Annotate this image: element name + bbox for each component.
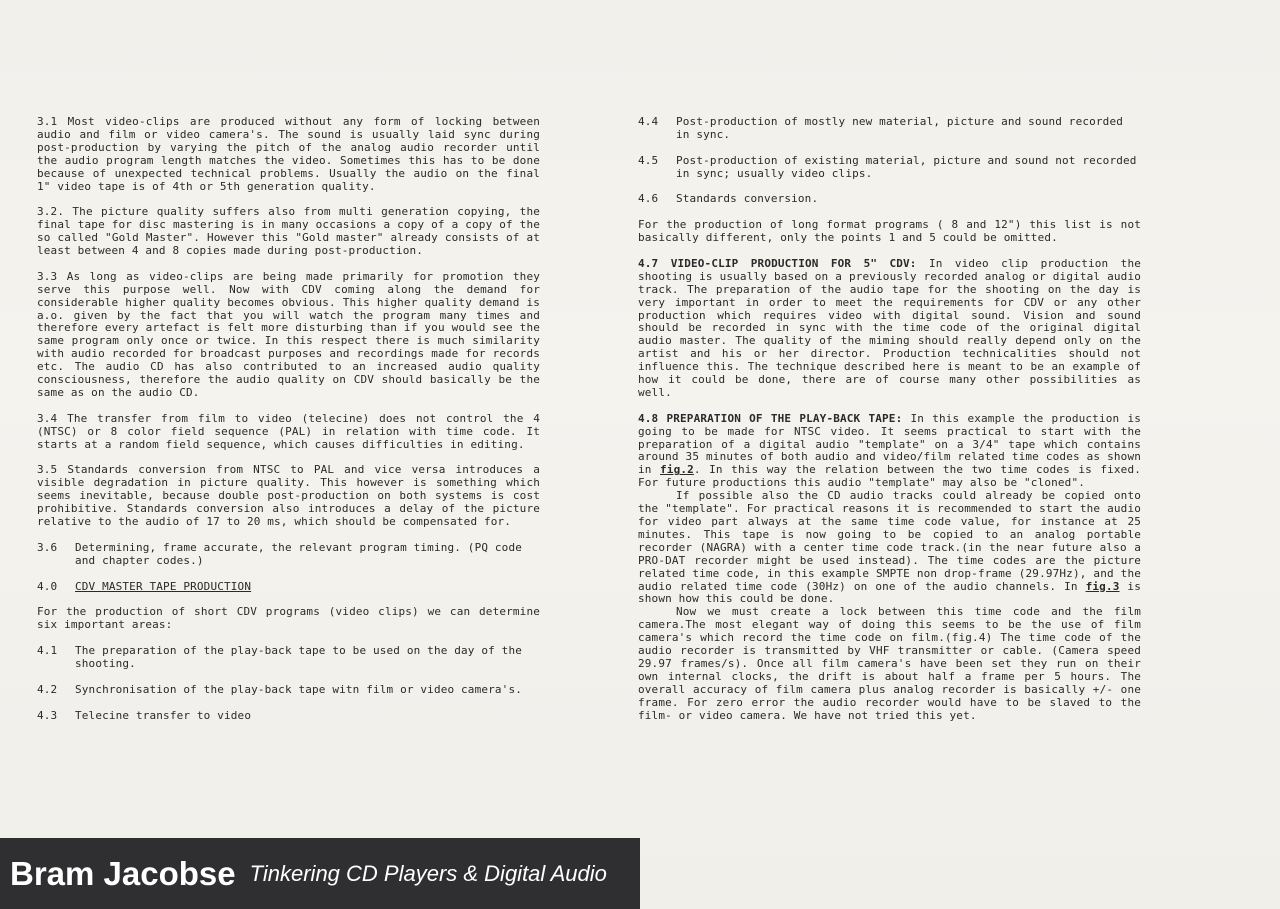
intro-4-0: For the production of short CDV programs (video clips) we can determine six important areas: [37, 605, 540, 632]
section-4-5 [638, 155, 1141, 181]
item-text: Determining, frame accurate, the relevant program timing. (PQ code and chapter codes.) [75, 540, 522, 567]
section-4-2 [37, 684, 540, 697]
section-4-8-heading: 4.8 PREPARATION OF THE PLAY-BACK TAPE: [638, 411, 903, 425]
section-4-8-text-d: is shown how this could be done. [638, 579, 1141, 606]
item-number: 4.4 [638, 115, 659, 128]
item-text: Post-production of existing material, picture and sound not recorded in sync; usually video clips. [676, 153, 1137, 180]
item-text: Synchronisation of the play-back tape witn film or video camera's. [75, 682, 522, 696]
section-4-4 [638, 116, 1141, 142]
section-4-8-para-3: Now we must create a lock between this time code and the film camera.The most elegant way of doing this seems to be the use of film camera's which record the time code on film.(fig.4) The time code of the audio recorder is transmitted by VHF transmitter or cable. (Camera speed 29.97 frames/s). Once all film camera's have been set they run on their own internal clocks, the drift is about half a frame per 5 hours. The overall accuracy of film camera plus analog recorder is basically +/- one frame. For zero error the audio recorder would have to be slaved to the film- or video camera. We have not tried this yet. [638, 605, 1141, 722]
author-name: Bram Jacobse [10, 854, 236, 892]
heading-4-0 [37, 581, 540, 594]
item-text: The preparation of the play-back tape to be used on the day of the shooting. [75, 644, 522, 670]
item-number: 4.3 [37, 708, 58, 722]
section-4-8 [638, 413, 1141, 490]
section-4-8-text-c: If possible also the CD audio tracks could already be copied onto the "template". For practical reasons it is recommended to start the audio for video part always at the same time code value, for instance at 25 minutes. This tape is now going to be copied to an analog portable recorder (NAGRA) with a center time code track.(in the near future also a PRO-DAT recorder might be used instead). The time codes are the picture related time code, in this example SMPTE non drop-frame (29.97Hz), and the audio related time code (30Hz) on one of the audio channels. In [638, 489, 1141, 593]
section-4-7-text: In video clip production the shooting is usually based on a previously recorded analog or digital audio track. The preparation of the audio tape for the shooting on the day is very important in order to meet the requirements for CDV or any other production which requires video with digital sound. Vision and sound should be recorded in sync with the time code of the original digital audio master. The quality of the miming should really depend only on the artist and his or her director. Production technicalities should not influence this. The technique described here is meant to be an example of how it could be done, there are of course many other possibilities as well. [638, 256, 1141, 399]
item-text: Post-production of mostly new material, picture and sound recorded in sync. [676, 115, 1123, 141]
section-3-3: 3.3 As long as video-clips are being made primarily for promotion they serve this purpose well. Now with CDV coming along the demand for considerable higher quality becomes obvious. This higher quality demand is a.o. given by the fact that you will watch the program many times and therefore every artefact is felt more disturbing than if you would see the same program only once or twice. In this respect there is much similarity with audio recorded for broadcast purposes and recordings made for records etc. The audio CD has also contributed to an increased audio quality consciousness, therefore the audio quality on CDV should basically be the same as on the audio CD. [37, 269, 540, 399]
section-3-4: 3.4 The transfer from film to video (telecine) does not control the 4 (NTSC) or 8 color field sequence (PAL) in relation with time code. It starts at a random field sequence, which causes difficulties in editing. [37, 411, 540, 451]
heading-title: CDV MASTER TAPE PRODUCTION [75, 579, 252, 593]
fig-2-link: fig.2 [660, 463, 694, 477]
item-text: Standards conversion. [676, 192, 819, 206]
section-3-2: 3.2. The picture quality suffers also from multi generation copying, the final tape for disc mastering is in many occasions a copy of a copy of the so called "Gold Master". However this "Gold master" already consists of at least between 4 and 8 copies made during post-production. [37, 205, 540, 258]
right-column [638, 116, 1141, 735]
section-4-8-text-a: In this example the production is going to be made for NTSC video. It seems practical to start with the preparation of a digital audio "template" on a 3/4" tape which contains around 35 minutes of both audio and video/film related time codes as shown in [638, 411, 1141, 477]
section-4-8-text-b: . In this way the relation between the two time codes is fixed. For future productions this audio "template" may also be "cloned". [638, 463, 1142, 490]
section-4-8-para-2 [638, 490, 1141, 606]
item-number: 4.2 [37, 682, 58, 696]
section-4-6 [638, 193, 1141, 206]
left-column [37, 116, 540, 735]
section-3-5: 3.5 Standards conversion from NTSC to PAL and vice versa introduces a visible degradation in picture quality. This however is something which seems inevitable, because double post-production on both systems is cost prohibitive. Standards conversion also introduces a delay of the picture relative to the audio of 17 to 20 ms, which should be compensated for. [37, 463, 540, 529]
author-banner [0, 838, 640, 909]
item-number: 4.6 [638, 192, 659, 206]
section-4-1 [37, 645, 540, 671]
heading-number: 4.0 [37, 579, 58, 593]
long-format-note: For the production of long format programs ( 8 and 12") this list is not basically different, only the points 1 and 5 could be omitted. [638, 218, 1141, 245]
section-3-6 [37, 542, 540, 568]
section-4-7-heading: 4.7 VIDEO-CLIP PRODUCTION FOR 5" CDV: [638, 256, 917, 270]
item-number: 4.1 [37, 644, 58, 658]
site-tagline: Tinkering CD Players & Digital Audio [249, 860, 607, 886]
section-3-1: 3.1 Most video-clips are produced without any form of locking between audio and film or video camera's. The sound is usually laid sync during post-production by varying the pitch of the analog audio recorder until the audio program length matches the video. Sometimes this has to be done because of unexpected technical problems. Usually the audio on the final 1" video tape is of 4th or 5th generation quality. [37, 115, 540, 193]
item-text: Telecine transfer to video [75, 708, 252, 722]
item-number: 3.6 [37, 540, 58, 554]
section-4-7 [638, 258, 1141, 400]
fig-3-link: fig.3 [1085, 579, 1120, 593]
item-number: 4.5 [638, 153, 659, 167]
section-4-3 [37, 710, 540, 723]
